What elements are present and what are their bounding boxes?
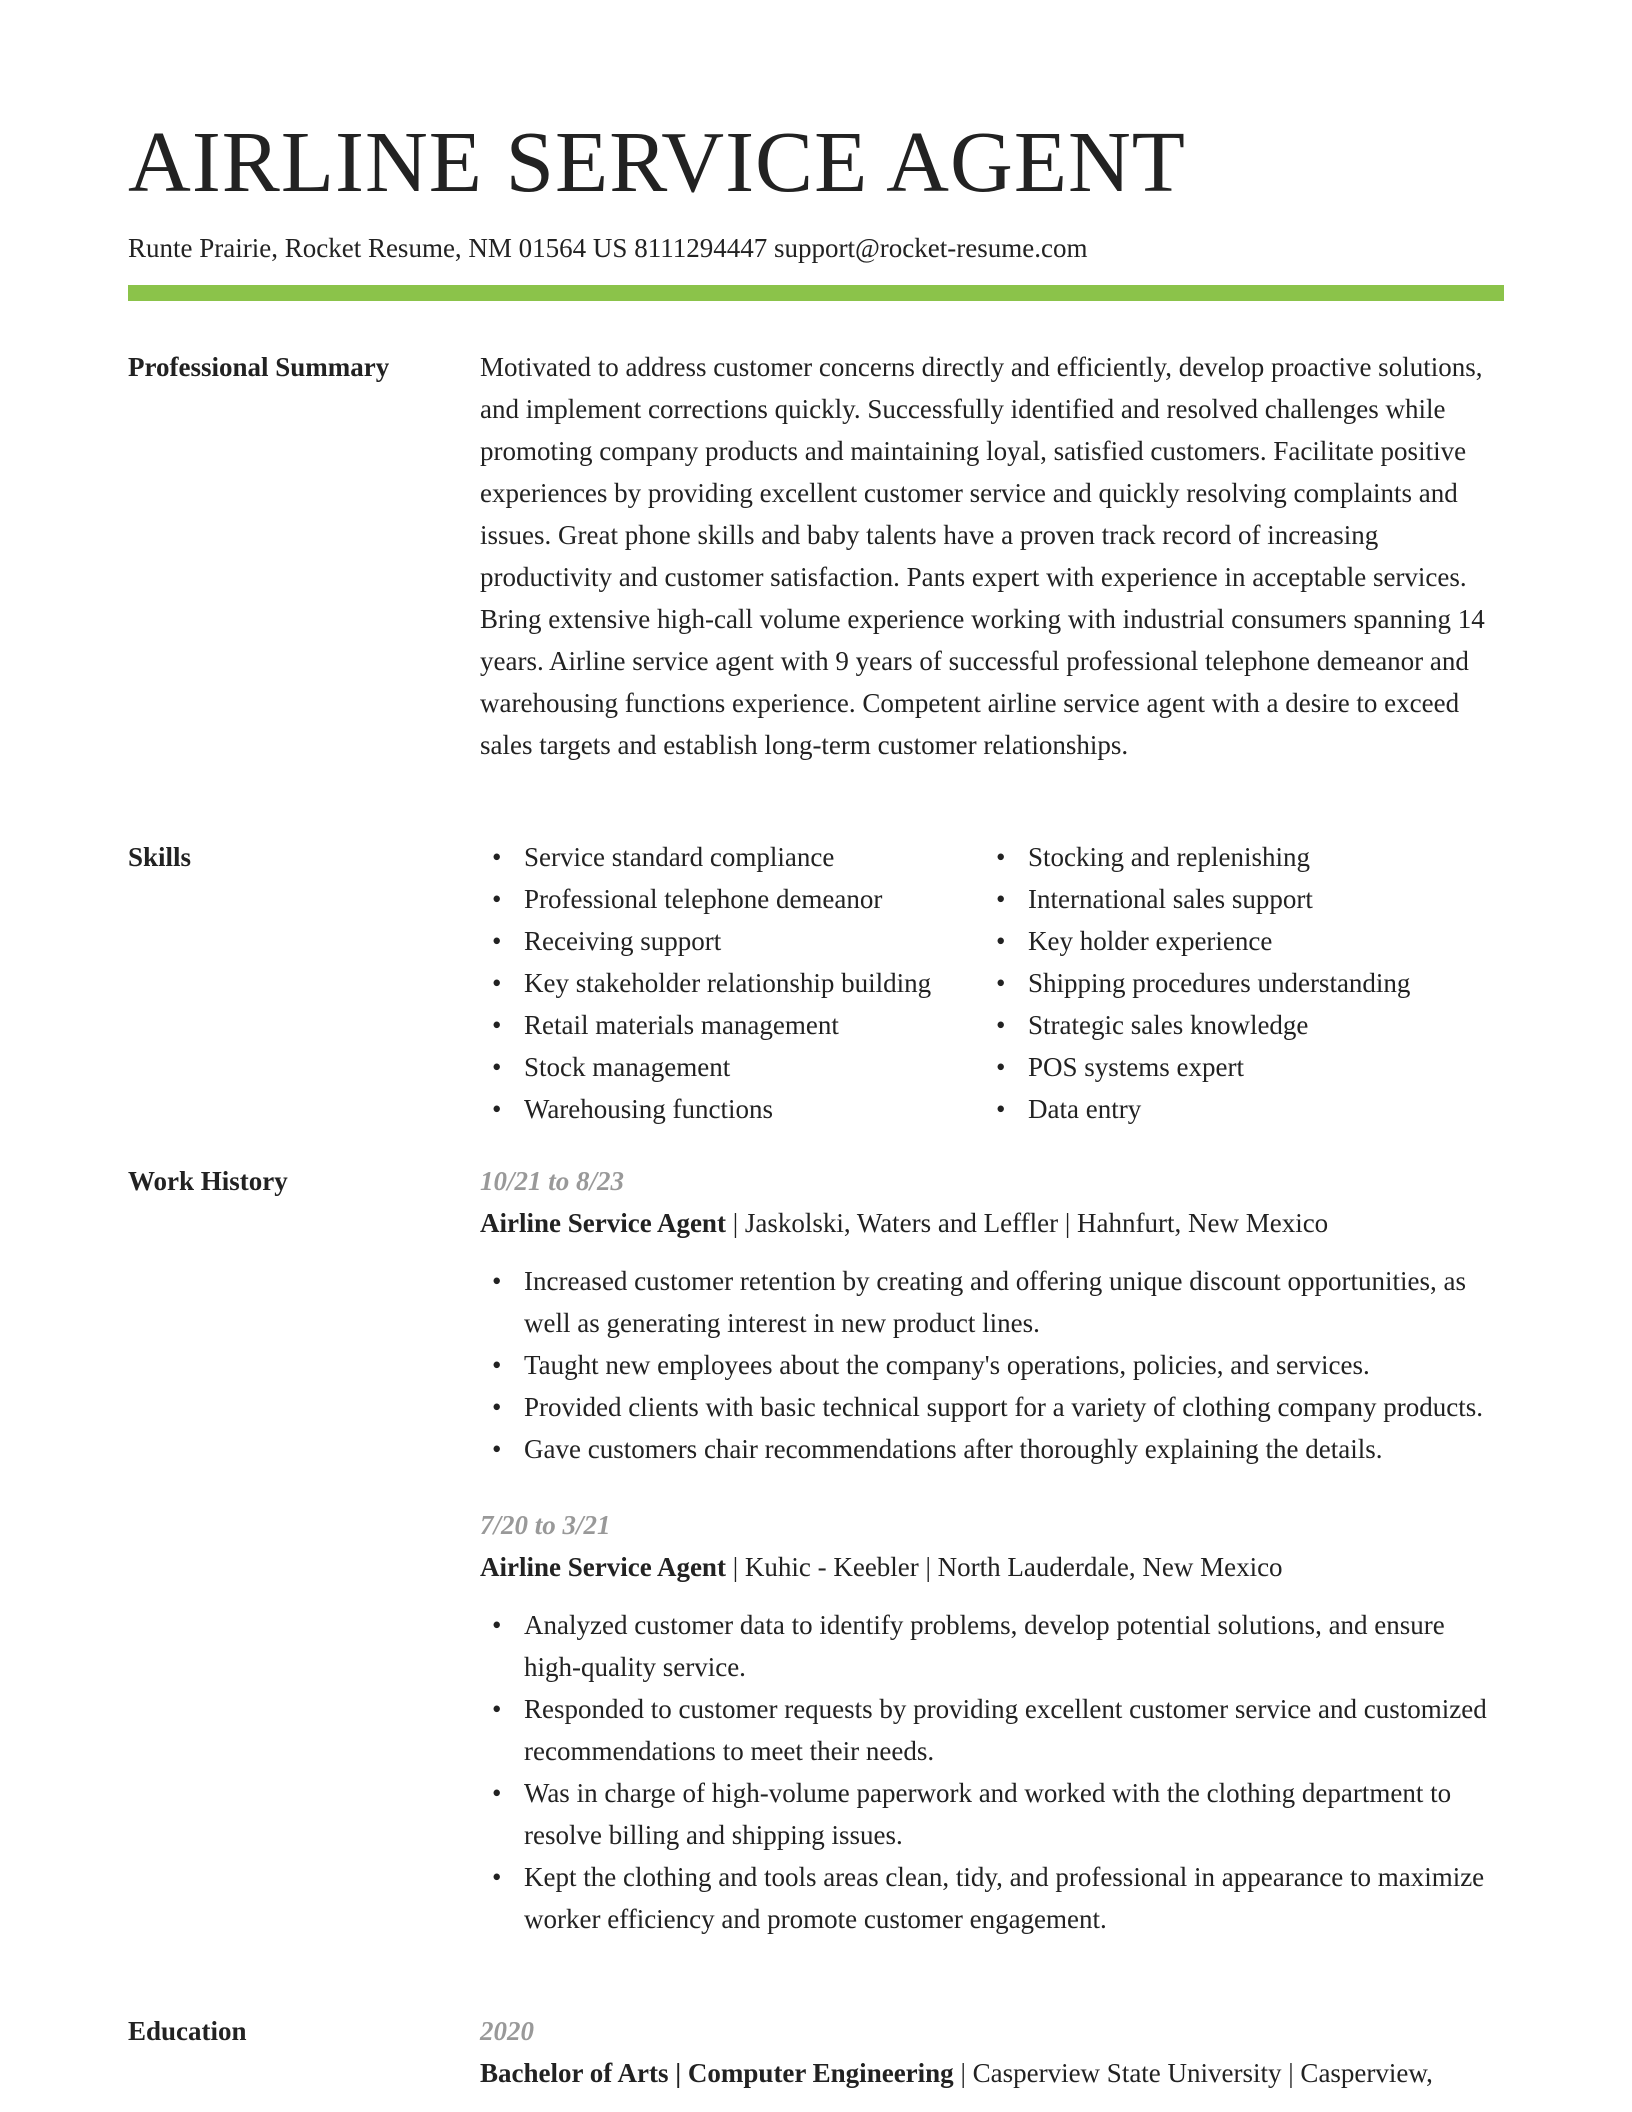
job-bullet: • Provided clients with basic technical support for a variety of clothing company products. xyxy=(480,1386,1504,1428)
education-year: 2020 xyxy=(480,2016,534,2046)
skill-item: • Stock management xyxy=(480,1046,984,1088)
education-details: | Casperview State University | Casperview, xyxy=(953,2058,1433,2088)
job-entry xyxy=(480,1160,1504,1470)
job-heading xyxy=(480,1546,1504,1588)
skill-item: • Shipping procedures understanding xyxy=(984,962,1488,1004)
job-bullets xyxy=(480,1260,1504,1470)
education-heading: Education xyxy=(128,2016,247,2046)
job-entry xyxy=(480,1504,1504,1940)
skill-item: • Retail materials management xyxy=(480,1004,984,1046)
education-degree: Bachelor of Arts | Computer Engineering xyxy=(480,2058,954,2088)
skill-item: • Key holder experience xyxy=(984,920,1488,962)
skill-item: • International sales support xyxy=(984,878,1488,920)
job-bullets xyxy=(480,1604,1504,1940)
job-bullet: • Responded to customer requests by providing excellent customer service and customized recommendations to meet their needs. xyxy=(480,1688,1504,1772)
education-heading-line xyxy=(480,2052,1504,2094)
job-bullet: • Kept the clothing and tools areas clean, tidy, and professional in appearance to maximize worker efficiency and promote customer engagement. xyxy=(480,1856,1504,1940)
skill-item: • Professional telephone demeanor xyxy=(480,878,984,920)
skills-list-right xyxy=(984,836,1488,1130)
job-title: Airline Service Agent xyxy=(480,1552,726,1582)
summary-text: Motivated to address customer concerns directly and efficiently, develop proactive solutions, and implement corrections quickly. Successfully identified and resolved challenges while promoting company products and maintaining loyal, satisfied customers. Facilitate positive experiences by providing excellent customer service and quickly resolving complaints and issues. Great phone skills and baby talents have a proven track record of increasing productivity and customer satisfaction. Pants expert with experience in acceptable services. Bring extensive high-call volume experience working with industrial consumers spanning 14 years. Airline service agent with 9 years of successful professional telephone demeanor and warehousing functions experience. Competent airline service agent with a desire to exceed sales targets and establish long-term customer relationships. xyxy=(480,352,1485,760)
contact-line: Runte Prairie, Rocket Resume, NM 01564 US 8111294447 support@rocket-resume.com xyxy=(128,233,1088,263)
job-bullet: • Was in charge of high-volume paperwork and worked with the clothing department to resolve billing and shipping issues. xyxy=(480,1772,1504,1856)
skill-item: • Key stakeholder relationship building xyxy=(480,962,984,1004)
skill-item: • Warehousing functions xyxy=(480,1088,984,1130)
job-details: | Jaskolski, Waters and Leffler | Hahnfurt, New Mexico xyxy=(725,1208,1329,1238)
summary-heading: Professional Summary xyxy=(128,352,390,382)
skills-heading: Skills xyxy=(128,842,192,872)
skill-item: • Data entry xyxy=(984,1088,1488,1130)
job-bullet: • Taught new employees about the company's operations, policies, and services. xyxy=(480,1344,1504,1386)
job-bullet: • Increased customer retention by creating and offering unique discount opportunities, as well as generating interest in new product lines. xyxy=(480,1260,1504,1344)
work-history-heading: Work History xyxy=(128,1166,288,1196)
skill-item: • POS systems expert xyxy=(984,1046,1488,1088)
skills-list-left xyxy=(480,836,984,1130)
skill-item: • Stocking and replenishing xyxy=(984,836,1488,878)
skill-item: • Strategic sales knowledge xyxy=(984,1004,1488,1046)
resume-title: AIRLINE SERVICE AGENT xyxy=(128,113,1186,210)
job-dates: 10/21 to 8/23 xyxy=(480,1166,625,1196)
job-details: | Kuhic - Keebler | North Lauderdale, New Mexico xyxy=(725,1552,1283,1582)
job-title: Airline Service Agent xyxy=(480,1208,726,1238)
header-divider xyxy=(128,285,1504,301)
skill-item: • Service standard compliance xyxy=(480,836,984,878)
job-bullet: • Gave customers chair recommendations after thoroughly explaining the details. xyxy=(480,1428,1504,1470)
job-bullet: • Analyzed customer data to identify problems, develop potential solutions, and ensure high-quality service. xyxy=(480,1604,1504,1688)
job-heading xyxy=(480,1202,1504,1244)
skill-item: • Receiving support xyxy=(480,920,984,962)
job-dates: 7/20 to 3/21 xyxy=(480,1510,611,1540)
